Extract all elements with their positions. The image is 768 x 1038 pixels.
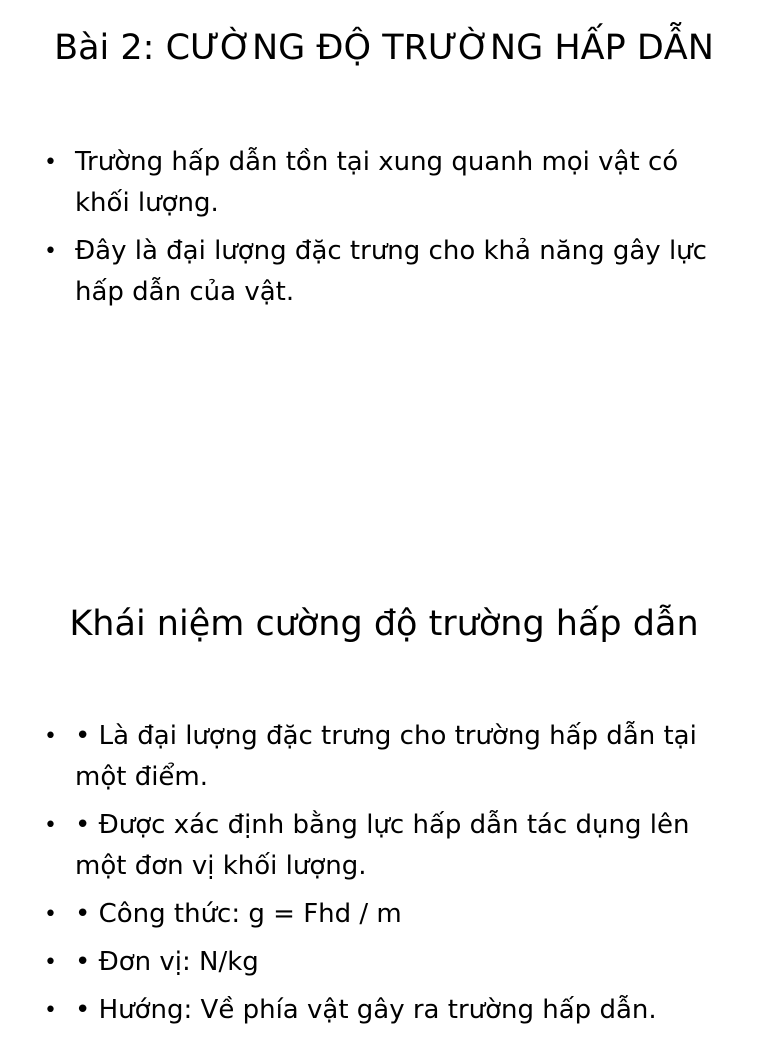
bullet-item — [40, 942, 730, 983]
slide-title: Khái niệm cường độ trường hấp dẫn — [69, 604, 699, 644]
bullet-icon: • — [44, 239, 57, 264]
bullet-item — [40, 231, 730, 313]
bullet-text: • Là đại lượng đặc trưng cho trường hấp dẫn tại một điểm. — [75, 721, 697, 792]
bullet-text: • Hướng: Về phía vật gây ra trường hấp dẫn. — [75, 995, 657, 1025]
bullet-icon: • — [44, 150, 57, 175]
bullet-text: • Công thức: g = Fhd / m — [75, 899, 402, 929]
bullet-icon: • — [44, 902, 57, 927]
bullet-list — [40, 716, 730, 1038]
bullet-icon: • — [44, 998, 57, 1023]
bullet-item — [40, 805, 730, 887]
bullet-item — [40, 142, 730, 224]
slide-title: Bài 2: CƯỜNG ĐỘ TRƯỜNG HẤP DẪN — [54, 28, 714, 68]
bullet-text: • Được xác định bằng lực hấp dẫn tác dụng lên một đơn vị khối lượng. — [75, 810, 690, 881]
bullet-icon: • — [44, 950, 57, 975]
bullet-list — [40, 142, 730, 320]
bullet-icon: • — [44, 724, 57, 749]
bullet-item — [40, 990, 730, 1031]
bullet-text: Trường hấp dẫn tồn tại xung quanh mọi vật có khối lượng. — [75, 147, 679, 218]
bullet-item — [40, 716, 730, 798]
bullet-text: Đây là đại lượng đặc trưng cho khả năng gây lực hấp dẫn của vật. — [75, 236, 707, 307]
bullet-item — [40, 894, 730, 935]
bullet-icon: • — [44, 813, 57, 838]
bullet-text: • Đơn vị: N/kg — [75, 947, 259, 977]
slide-2 — [0, 576, 768, 1024]
